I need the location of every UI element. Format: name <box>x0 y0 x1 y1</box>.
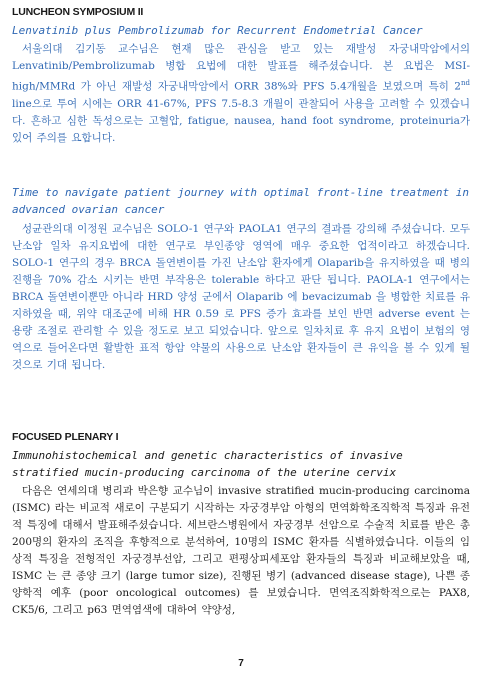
article-body <box>12 41 470 147</box>
section-heading: LUNCHEON SYMPOSIUM II <box>12 6 144 18</box>
body-text-part: 서울의대 김기동 교수님은 현재 많은 관심을 받고 있는 재발성 자궁내막암에서의 Lenvatinib/Pembrolizumab 병합 요법에 대한 발표를 해주셨습니다. 본 요법은 MSI-high/MMRd 가 아닌 재발성 자궁내막암에서 ORR 38%와 PFS 5.4개월을 보였으며 특히 2 <box>12 43 470 93</box>
section-ovarian-cancer <box>12 184 470 374</box>
superscript-text: nd <box>461 79 470 87</box>
article-title: Time to navigate patient journey with optimal front-line treatment in advanced ovarian cancer <box>12 185 469 216</box>
page-number: 7 <box>238 658 244 669</box>
article-title: Lenvatinib plus Pembrolizumab for Recurrent Endometrial Cancer <box>12 24 423 37</box>
document-page <box>12 6 470 619</box>
body-text-part: line으로 투여 시에는 ORR 41-67%, PFS 7.5-8.3 개월이 관찰되어 사용을 고려할 수 있겠습니다. 흔하고 심한 독성으로는 고혈압, fatigue, nausea, hand foot syndrome, proteinuria가 있어 주의를 요합니다. <box>12 97 470 144</box>
article-body: 성균관의대 이정원 교수님은 SOLO-1 연구와 PAOLA1 연구의 결과를 강의해 주셨습니다. 모두 난소암 일차 유지요법에 대한 연구로 부인종양 영역에 매우 중요한 업적이라고 하겠습니다. SOLO-1 연구의 경우 BRCA 돌연변이를 가진 난소암 환자에게 Olaparib을 유지하였을 때 병의 진행을 70% 감소 시키는 반면 부작용은 tolerable 하다고 판단 됩니다. PAOLA-1 연구에서는 BRCA 돌연변이뿐만 아니라 HRD 양성 군에서 Olaparib 에 bevacizumab 을 병합한 치료를 유지하였을 때, 위약 대조군에 비해 HR 0.59 로 PFS 증가 효과를 보인 반면 adverse event 는 용량 조절로 관리할 수 있을 정도로 보고 되었습니다. 앞으로 일차치료 후 유지 요법이 보험의 영역으로 들어온다면 활발한 표적 항암 약물의 사용으로 난소암 환자들이 큰 유익을 볼 수 있게 될 것으로 기대 됩니다. <box>12 222 470 371</box>
section-luncheon-symposium <box>12 6 470 147</box>
section-focused-plenary <box>12 431 470 619</box>
article-body: 다음은 연세의대 병리과 박은향 교수님이 invasive stratified mucin-producing carcinoma (ISMC) 라는 비교적 새로이 구분되기 시작하는 자궁경부암 아형의 면역화학조직학적 특징과 유전적 특징에 대해서 발표해주셨습니다. 세브란스병원에서 자궁경부 선암으로 수술적 치료를 받은 총 200명의 환자의 조직을 후향적으로 분석하여, 10명의 ISMC 환자를 식별하였습니다. 이들의 임상적 특징을 전형적인 자궁경부선암, 그리고 편평상피세포암 환자들의 특징과 비교해보았을 때, ISMC 는 큰 종양 크기 (large tumor size), 진행된 병기 (advanced disease stage), 나쁜 종양학적 예후 (poor oncological outcomes) 를 보였습니다. 면역조직화학적으로는 PAX8, CK5/6, 그리고 p63 면역염색에 대하여 약양성, <box>12 484 470 616</box>
article-title: Immunohistochemical and genetic characteristics of invasive stratified mucin-producing carcinoma of the uterine cervix <box>12 448 403 479</box>
section-heading: FOCUSED PLENARY I <box>12 430 119 443</box>
